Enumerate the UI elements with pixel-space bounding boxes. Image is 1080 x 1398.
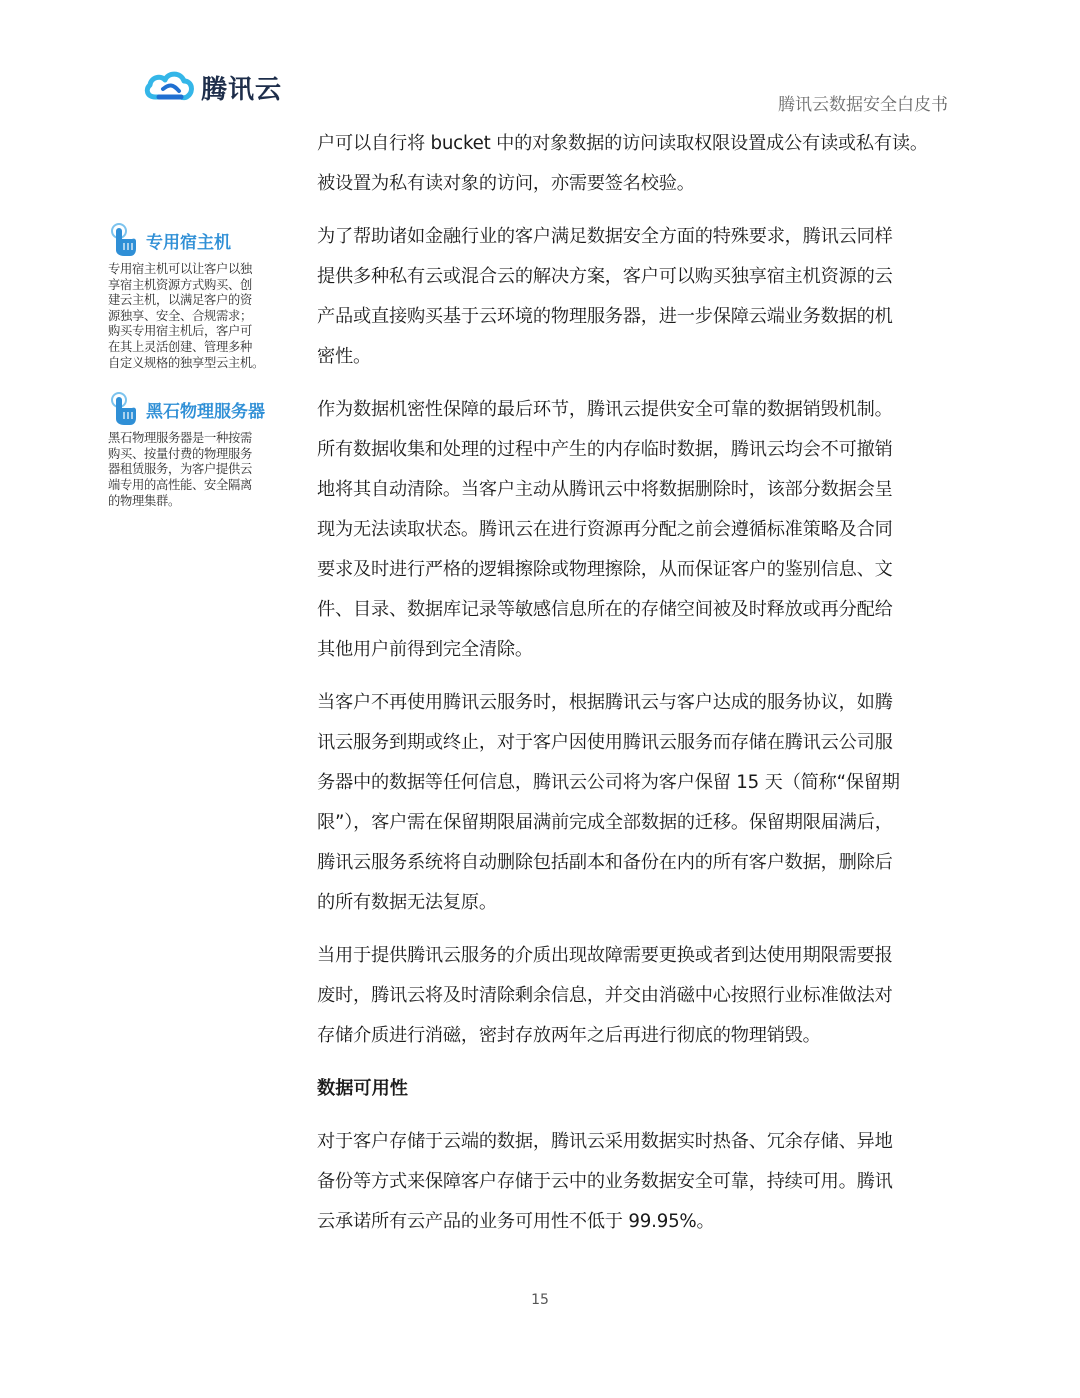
paragraph-private-cloud: 为了帮助诸如金融行业的客户满足数据安全方面的特殊要求，腾讯云同样 提供多种私有云或混合云的解决方案，客户可以购买独享宿主机资源的云 产品或直接购买基于云环境的物理服务器，进一步保障云端业务数据的机 密性。	[317, 226, 893, 367]
paragraph-media-disposal: 当用于提供腾讯云服务的介质出现故障需要更换或者到达使用期限需要报 废时，腾讯云将及时清除剩余信息，并交由消磁中心按照行业标准做法对 存储介质进行消磁，密封存放两年之后再进行彻底的物理销毁。	[317, 945, 893, 1046]
tencent-cloud-logo	[143, 66, 282, 108]
logo-text: 腾讯云	[201, 74, 283, 105]
sidebar-item-header	[108, 220, 294, 260]
sidebar-item-bare-metal	[108, 389, 294, 509]
section-heading-availability: 数据可用性	[317, 1078, 408, 1099]
paragraph-availability: 对于客户存储于云端的数据，腾讯云采用数据实时热备、冗余存储、异地 备份等方式来保障客户存储于云中的业务数据安全可靠，持续可用。腾讯 云承诺所有云产品的业务可用性不低于 99.95%。	[317, 1131, 893, 1232]
page-number: 15	[531, 1292, 549, 1308]
sidebar-item-description: 专用宿主机可以让客户以独 享宿主机资源方式购买、创 建云主机，以满足客户的资 源独享、安全、合规需求； 购买专用宿主机后，客户可 在其上灵活创建、管理多种 自定义规格的独享型云主机。	[108, 262, 264, 370]
paragraph-data-destruction: 作为数据机密性保障的最后环节，腾讯云提供安全可靠的数据销毁机制。 所有数据收集和处理的过程中产生的内存临时数据，腾讯云均会不可撤销 地将其自动清除。当客户主动从腾讯云中将数据删除时，该部分数据会呈 现为无法读取状态。腾讯云在进行资源再分配之前会遵循标准策略及合同 要求及时进行严格的逻辑擦除或物理擦除，从而保证客户的鉴别信息、文 件、目录、数据库记录等敏感信息所在的存储空间被及时释放或再分配给 其他用户前得到完全清除。	[317, 399, 893, 660]
paragraph-bucket-access: 户可以自行将 bucket 中的对象数据的访问读取权限设置成公有读或私有读。 被设置为私有读对象的访问，亦需要签名校验。	[317, 133, 928, 194]
sidebar-item-description: 黑石物理服务器是一种按需 购买、按量付费的物理服务 器租赁服务，为客户提供云 端专用的高性能、安全隔离 的物理集群。	[108, 431, 252, 508]
paragraph-service-termination: 当客户不再使用腾讯云服务时，根据腾讯云与客户达成的服务协议，如腾 讯云服务到期或终止，对于客户因使用腾讯云服务而存储在腾讯云公司服 务器中的数据等任何信息，腾讯云公司将为客户保留 15 天（简称“保留期 限”），客户需在保留期限届满前完成全部数据的迁移。保留期限届满后， 腾讯云服务系统将自动删除包括副本和备份在内的所有客户数据，删除后 的所有数据无法复原。	[317, 692, 900, 913]
main-content	[317, 124, 967, 1255]
document-title: 腾讯云数据安全白皮书	[778, 95, 948, 115]
sidebar-item-dedicated-host	[108, 220, 294, 371]
sidebar-item-header	[108, 389, 294, 429]
sidebar-item-title: 黑石物理服务器	[146, 401, 265, 422]
hand-pointer-icon	[108, 222, 140, 258]
cloud-logo-icon	[143, 67, 195, 107]
sidebar	[108, 220, 294, 527]
hand-pointer-icon	[108, 391, 140, 427]
sidebar-item-title: 专用宿主机	[146, 232, 231, 253]
